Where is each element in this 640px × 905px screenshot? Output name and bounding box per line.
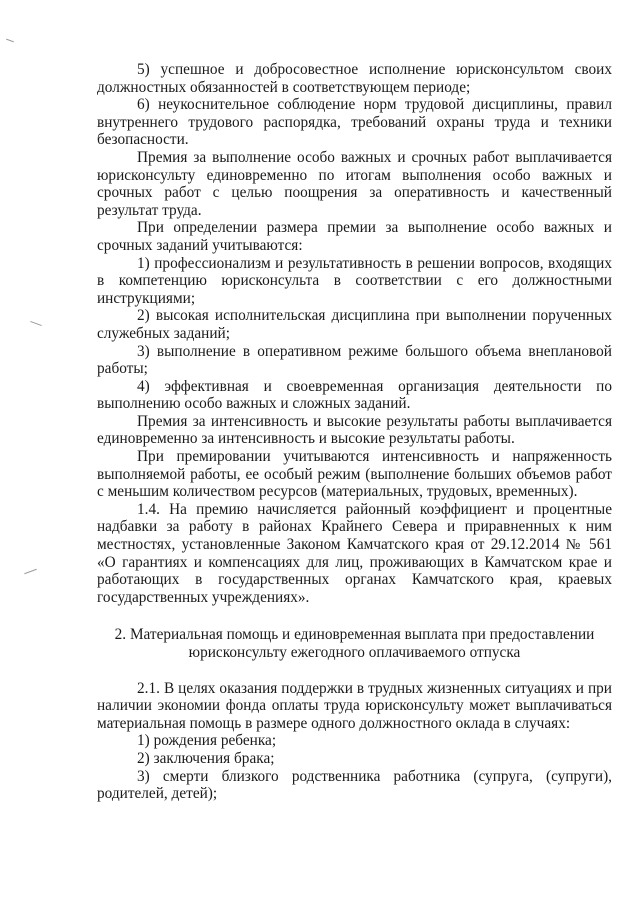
paragraph-intensity-bonus: Премия за интенсивность и высокие результаты работы выплачивается единовременно за интенсивность и высокие результаты работы.	[97, 412, 612, 448]
scan-speck	[24, 569, 37, 574]
paragraph-bonus-criteria-intro: При определении размера премии за выполнение особо важных и срочных заданий учитываются:	[97, 219, 612, 254]
list-item-5: 5) успешное и добросовестное исполнение юрисконсультом своих должностных обязанностей в соответствующем периоде;	[97, 61, 612, 96]
document-body	[97, 61, 612, 803]
criteria-item-2: 2) высокая исполнительская дисциплина при выполнении порученных служебных заданий;	[97, 307, 612, 342]
section-2-title: 2. Материальная помощь и единовременная выплата при предоставлении юрисконсульту ежегодного оплачиваемого отпуска	[114, 626, 595, 661]
criteria-item-1: 1) профессионализм и результативность в решении вопросов, входящих в компетенцию юрисконсульта в соответствии с его должностными инструкциями;	[97, 254, 612, 307]
paragraph-urgent-work-bonus: Премия за выполнение особо важных и срочных работ выплачивается юрисконсульту единовременно по итогам выполнения особо важных и срочных работ с целью поощрения за оперативность и качественный результат труда.	[97, 148, 612, 219]
case-item-2: 2) заключения брака;	[137, 749, 275, 767]
scan-speck	[6, 39, 14, 43]
case-item-3: 3) смерти близкого родственника работника (супруга, (супруги), родителей, детей);	[97, 767, 612, 803]
paragraph-1-4: 1.4. На премию начисляется районный коэффициент и процентные надбавки за работу в районах Крайнего Севера и приравненных к ним местностях, установленные Законом Камчатского края от 29.12.2014 № 561 «О гарантиях и компенсациях для лиц, проживающих в Камчатском крае и работающих в государственных органах Камчатского края, краевых государственных учреждениях».	[97, 500, 612, 606]
criteria-item-4: 4) эффективная и своевременная организация деятельности по выполнению особо важных и сложных заданий.	[97, 377, 612, 413]
paragraph-2-1: 2.1. В целях оказания поддержки в трудных жизненных ситуациях и при наличии экономии фонда оплаты труда юрисконсульту может выплачиваться материальная помощь в размере одного должностного оклада в случаях:	[97, 679, 612, 732]
criteria-item-3: 3) выполнение в оперативном режиме большого объема внеплановой работы;	[97, 342, 612, 378]
scan-speck	[30, 321, 42, 326]
list-item-6: 6) неукоснительное соблюдение норм трудовой дисциплины, правил внутреннего трудового распорядка, требований охраны труда и техники безопасности.	[97, 96, 612, 149]
case-item-1: 1) рождения ребенка;	[137, 732, 277, 750]
paragraph-intensity-criteria: При премировании учитываются интенсивность и напряженность выполняемой работы, ее особый режим (выполнение больших объемов работ с меньшим количеством ресурсов (материальных, трудовых, временных).	[97, 448, 612, 501]
